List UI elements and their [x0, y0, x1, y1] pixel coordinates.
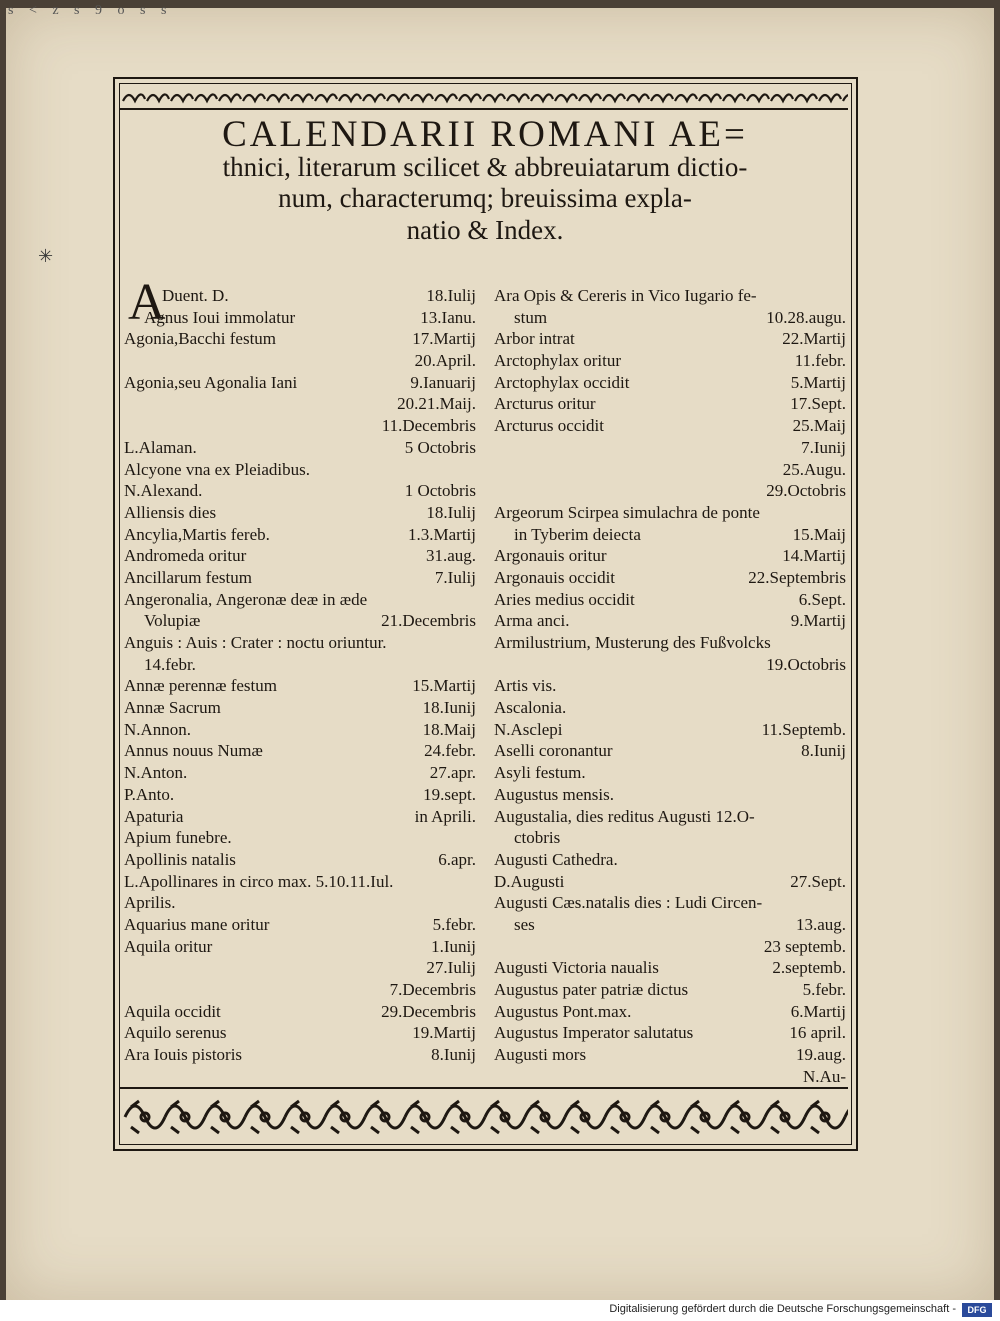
index-entry	[494, 415, 846, 437]
index-entry	[124, 827, 476, 849]
index-entry	[124, 437, 476, 459]
ornament-fleuron	[445, 1101, 485, 1133]
entry-date: 25.Maij	[792, 416, 846, 436]
index-column-right	[494, 285, 846, 1087]
index-entry	[124, 675, 476, 697]
entry-date: 24.febr.	[424, 741, 476, 761]
entry-label: L.Alaman.	[124, 437, 197, 457]
entry-date: 6.Martij	[790, 1001, 846, 1021]
entry-date: 20.April.	[414, 351, 476, 371]
ornament-scroll	[363, 94, 385, 101]
ornament-fleuron	[685, 1101, 725, 1133]
entry-label: Augusti mors	[494, 1045, 587, 1065]
ornament-fleuron	[565, 1101, 605, 1133]
ornament-scroll	[123, 94, 145, 101]
entry-label: Annæ perennæ festum	[124, 676, 277, 696]
entry-date: 31.aug.	[425, 546, 476, 566]
entry-date: 8.Iunij	[431, 1045, 476, 1065]
ornament-fleuron	[365, 1101, 405, 1133]
ornament-scroll	[747, 94, 769, 101]
index-entry	[124, 914, 476, 936]
index-entry	[124, 524, 476, 546]
index-entry	[124, 350, 476, 372]
index-entry	[494, 632, 846, 654]
entry-date: 19.Octobris	[766, 654, 846, 674]
entry-label: P.Anto.	[124, 784, 175, 804]
entry-date: 22.Septembris	[748, 567, 846, 587]
entry-date: 29.Octobris	[766, 481, 846, 501]
entry-date: 5 Octobris	[404, 437, 476, 457]
ornament-scroll	[195, 94, 217, 101]
entry-label: Augusti Cæs.natalis dies : Ludi Circen-	[494, 893, 763, 913]
entry-label: Asyli festum.	[494, 763, 586, 783]
index-entry	[124, 502, 476, 524]
index-entry	[494, 892, 846, 914]
entry-label: Aquila oritur	[124, 936, 213, 956]
index-entry	[494, 675, 846, 697]
title-line-1: CALENDARII ROMANI AE=	[222, 114, 748, 155]
entry-date: 29.Decembris	[381, 1001, 476, 1021]
entry-label: Aquarius mane oritur	[124, 914, 270, 934]
ornament-scroll	[411, 94, 433, 101]
entry-date: 19.aug.	[795, 1045, 846, 1065]
entry-date: 19.Martij	[412, 1023, 476, 1043]
entry-label: Argeorum Scirpea simulachra de ponte	[494, 502, 760, 522]
entry-date: 7.Decembris	[389, 980, 476, 999]
entry-date: 1.Iunij	[431, 936, 476, 956]
entry-label: Armilustrium, Musterung des Fußvolcks	[494, 633, 771, 652]
bottom-ornament-pattern	[119, 1089, 848, 1143]
index-entry	[124, 393, 476, 415]
index-entry	[494, 849, 846, 871]
entry-label: L.Apollinares in circo max. 5.10.11.Iul.	[124, 871, 394, 891]
ornament-fleuron	[165, 1101, 205, 1133]
index-entry	[124, 936, 476, 958]
entry-label: Aquila occidit	[124, 1001, 221, 1021]
entry-label: N.Anton.	[124, 763, 188, 783]
ornament-fleuron	[605, 1101, 645, 1133]
index-entry	[494, 545, 846, 567]
ink-spot: ✳	[38, 246, 54, 266]
index-entry	[494, 328, 846, 350]
ornament-fleuron	[245, 1101, 285, 1133]
index-entry	[124, 762, 476, 784]
entry-date: in Aprili.	[414, 806, 476, 826]
index-entry	[494, 437, 846, 459]
ornament-fleuron	[845, 1101, 848, 1133]
entry-label: Aprilis.	[124, 893, 176, 913]
ornament-scroll	[627, 94, 649, 101]
entry-label: Artis vis.	[494, 676, 557, 696]
index-entry	[494, 936, 846, 958]
index-entry	[124, 740, 476, 762]
entry-date: 5.Martij	[790, 372, 846, 392]
index-entry	[124, 719, 476, 741]
ornament-scroll	[675, 94, 697, 101]
entry-date: 19.sept.	[423, 784, 476, 804]
entry-date: 9.Martij	[790, 611, 846, 631]
entry-date: 18.Maij	[422, 719, 476, 739]
ornamental-footer-band	[119, 1087, 848, 1143]
ornament-scroll	[723, 94, 745, 101]
entry-date: 5.febr.	[432, 914, 476, 934]
entry-label: Ara Iouis pistoris	[124, 1045, 243, 1065]
entry-label: in Tyberim deiecta	[514, 524, 641, 544]
index-entry	[494, 1001, 846, 1023]
top-ornament-pattern	[119, 86, 848, 108]
ornament-fleuron	[765, 1101, 805, 1133]
entry-label: Ascalonia.	[494, 698, 567, 718]
ornament-scroll	[699, 94, 721, 101]
ornament-scroll	[603, 94, 625, 101]
drop-cap-initial: A	[128, 274, 166, 331]
entry-label: Annæ Sacrum	[124, 698, 221, 718]
ornament-fleuron	[525, 1101, 565, 1133]
entry-date: 27.apr.	[429, 763, 476, 783]
ornament-fleuron	[805, 1101, 845, 1133]
ornament-scroll	[267, 94, 289, 101]
entry-date: 11.febr.	[794, 351, 846, 371]
index-entry	[494, 307, 846, 329]
entry-date: 13.aug.	[795, 914, 846, 934]
index-column-left	[124, 285, 476, 1066]
ornament-scroll	[843, 94, 848, 101]
ornament-scroll	[795, 94, 817, 101]
ornament-scroll	[315, 94, 337, 101]
entry-date: 17.Martij	[412, 329, 476, 349]
index-entry	[124, 307, 476, 329]
index-entry	[124, 632, 476, 654]
ornament-scroll	[171, 94, 193, 101]
funding-credit: Digitalisierung gefördert durch die Deutsche Forschungsgemeinschaft -	[609, 1303, 956, 1315]
ornament-scroll	[459, 94, 481, 101]
index-entry	[124, 1001, 476, 1023]
entry-label: Aquilo serenus	[124, 1023, 227, 1043]
entry-label: Argonauis oritur	[494, 546, 607, 566]
ornament-fleuron	[725, 1101, 765, 1133]
entry-date: 27.Iulij	[426, 958, 476, 978]
entry-date: 1 Octobris	[404, 481, 476, 501]
entry-label: Alliensis dies	[124, 502, 217, 522]
ornament-scroll	[579, 94, 601, 101]
index-entry	[494, 740, 846, 762]
index-entry	[494, 697, 846, 719]
ornament-scroll	[555, 94, 577, 101]
index-entry	[124, 871, 476, 893]
index-entry	[124, 892, 476, 914]
entry-date: 5.febr.	[802, 980, 846, 999]
entry-label: Augustus mensis.	[494, 784, 614, 804]
entry-date: 15.Maij	[792, 524, 846, 544]
entry-label: Aselli coronantur	[494, 741, 613, 761]
entry-label: Arcturus oritur	[494, 394, 596, 414]
index-entry	[494, 827, 846, 849]
index-entry	[494, 502, 846, 524]
entry-label: Aries medius occidit	[494, 589, 635, 609]
entry-date: 15.Martij	[412, 676, 476, 696]
entry-label: Augusti Victoria naualis	[494, 958, 659, 978]
entry-date: 8.Iunij	[801, 741, 846, 761]
index-entry	[124, 610, 476, 632]
entry-date: 7.Iulij	[434, 567, 476, 587]
index-entry	[124, 415, 476, 437]
entry-label: Augustalia, dies reditus Augusti 12.O-	[494, 806, 755, 826]
index-entry	[124, 979, 476, 1001]
entry-label: N.Asclepi	[494, 719, 563, 739]
ornament-scroll	[819, 94, 841, 101]
entry-label: Angeronalia, Angeronæ deæ in æde	[124, 589, 368, 609]
entry-date: 1.3.Martij	[408, 524, 476, 544]
ornament-fleuron	[645, 1101, 685, 1133]
index-entry	[494, 610, 846, 632]
entry-label: Augustus Imperator salutatus	[494, 1023, 694, 1043]
entry-label: Arma anci.	[494, 611, 570, 631]
entry-date: 2.septemb.	[772, 958, 846, 978]
index-entry	[494, 871, 846, 893]
entry-label: Andromeda oritur	[124, 546, 247, 566]
entry-label: Augustus pater patriæ dictus	[494, 980, 689, 999]
ornament-fleuron	[325, 1101, 365, 1133]
entry-date: 7.Iunij	[801, 437, 846, 457]
entry-date: 18.Iunij	[422, 698, 476, 718]
index-entry	[124, 784, 476, 806]
entry-label: D.Augusti	[494, 871, 565, 891]
ornament-fleuron	[205, 1101, 245, 1133]
entry-date: 13.Ianu.	[420, 307, 476, 327]
entry-date: 21.Decembris	[381, 611, 476, 631]
entry-label: Arctophylax occidit	[494, 372, 630, 392]
entry-date: 9.Ianuarij	[410, 372, 476, 392]
ornament-scroll	[387, 94, 409, 101]
entry-date: 16 april.	[789, 1023, 846, 1043]
entry-label: Agnus Ioui immolatur	[144, 307, 296, 327]
entry-label: ses	[514, 914, 535, 934]
index-entry	[494, 567, 846, 589]
entry-label: Duent. D.	[162, 286, 229, 305]
ornament-scroll	[291, 94, 313, 101]
ornament-fleuron	[485, 1101, 525, 1133]
index-entry	[124, 328, 476, 350]
dfg-logo: DFG	[962, 1303, 992, 1317]
index-entry	[124, 372, 476, 394]
entry-date: 17.Sept.	[790, 394, 846, 414]
entry-date: 11.Decembris	[381, 416, 476, 436]
index-entry	[494, 589, 846, 611]
entry-label: stum	[514, 307, 548, 327]
index-entry	[494, 285, 846, 307]
index-entry	[494, 719, 846, 741]
title-line-3: num, characterumq; breuissima expla-	[278, 183, 692, 213]
ornament-scroll	[651, 94, 673, 101]
entry-date: 22.Martij	[782, 329, 846, 349]
ornamental-header-band	[119, 86, 848, 110]
index-entry	[124, 545, 476, 567]
ornament-fleuron	[405, 1101, 445, 1133]
entry-date: 20.21.Maij.	[397, 394, 476, 414]
index-entry	[494, 1066, 846, 1088]
entry-label: Apaturia	[124, 806, 184, 826]
entry-label: N.Annon.	[124, 719, 192, 739]
index-entry	[494, 806, 846, 828]
entry-label: Agonia,Bacchi festum	[124, 329, 277, 349]
index-entry	[494, 480, 846, 502]
index-entry	[494, 979, 846, 1001]
index-entry	[494, 524, 846, 546]
entry-date: 6.apr.	[438, 849, 476, 869]
entry-label: Argonauis occidit	[494, 567, 616, 587]
entry-date: 11.Septemb.	[761, 719, 846, 739]
ornament-scroll	[483, 94, 505, 101]
title-line-4: natio & Index.	[406, 215, 564, 245]
ornament-fleuron	[285, 1101, 325, 1133]
title-line-2: thnici, literarum scilicet & abbreuiatarum dictio-	[222, 152, 748, 182]
ornament-scroll	[771, 94, 793, 101]
page-title	[130, 112, 840, 244]
entry-date: 18.Iulij	[426, 502, 476, 522]
index-entry	[124, 849, 476, 871]
entry-label: Annus nouus Numæ	[124, 741, 263, 761]
index-entry	[124, 957, 476, 979]
index-entry	[494, 762, 846, 784]
entry-date: N.Au-	[803, 1066, 846, 1086]
index-entry	[124, 480, 476, 502]
entry-label: ctobris	[514, 828, 561, 848]
entry-label: 14.febr.	[144, 654, 196, 674]
index-entry	[494, 1022, 846, 1044]
entry-date: 27.Sept.	[790, 871, 846, 891]
entry-label: Augustus Pont.max.	[494, 1001, 632, 1021]
index-entry	[494, 784, 846, 806]
ornament-scroll	[243, 94, 265, 101]
entry-label: Apium funebre.	[124, 828, 232, 848]
entry-date: 23 septemb.	[763, 936, 846, 956]
index-entry	[124, 1022, 476, 1044]
entry-label: Agonia,seu Agonalia Iani	[124, 372, 298, 392]
index-entry	[124, 589, 476, 611]
index-entry	[124, 806, 476, 828]
entry-label: Ara Opis & Cereris in Vico Iugario fe-	[494, 286, 757, 305]
entry-label: Anguis : Auis : Crater : noctu oriuntur.	[124, 633, 387, 652]
entry-label: N.Alexand.	[124, 481, 203, 501]
entry-date: 14.Martij	[782, 546, 846, 566]
ornament-scroll	[507, 94, 529, 101]
ornament-scroll	[339, 94, 361, 101]
index-entry	[124, 1044, 476, 1066]
entry-date: 6.Sept.	[798, 589, 846, 609]
previous-page-edge: s < z s 9 o s s	[8, 3, 173, 18]
index-entry	[494, 914, 846, 936]
ornament-scroll	[531, 94, 553, 101]
entry-date: 10.28.augu.	[766, 307, 846, 327]
entry-label: Augusti Cathedra.	[494, 849, 618, 869]
entry-date: 25.Augu.	[782, 459, 846, 479]
entry-label: Arctophylax oritur	[494, 351, 621, 371]
entry-label: Ancylia,Martis fereb.	[124, 524, 270, 544]
index-entry	[494, 654, 846, 676]
entry-label: Arcturus occidit	[494, 416, 604, 436]
entry-date: 18.Iulij	[426, 286, 476, 305]
entry-label: Ancillarum festum	[124, 567, 252, 587]
index-entry	[124, 654, 476, 676]
index-entry	[494, 350, 846, 372]
index-entry	[494, 459, 846, 481]
index-entry	[494, 372, 846, 394]
index-entry	[124, 697, 476, 719]
entry-label: Apollinis natalis	[124, 849, 236, 869]
index-entry	[494, 1044, 846, 1066]
ornament-scroll	[435, 94, 457, 101]
index-entry	[494, 393, 846, 415]
entry-label: Volupiæ	[144, 611, 201, 631]
entry-label: Alcyone vna ex Pleiadibus.	[124, 459, 311, 479]
index-entry	[124, 567, 476, 589]
index-entry	[494, 957, 846, 979]
ornament-fleuron	[125, 1101, 165, 1133]
entry-label: Arbor intrat	[494, 329, 575, 349]
index-entry	[124, 459, 476, 481]
ornament-scroll	[147, 94, 169, 101]
ornament-scroll	[219, 94, 241, 101]
index-entry	[124, 285, 476, 307]
